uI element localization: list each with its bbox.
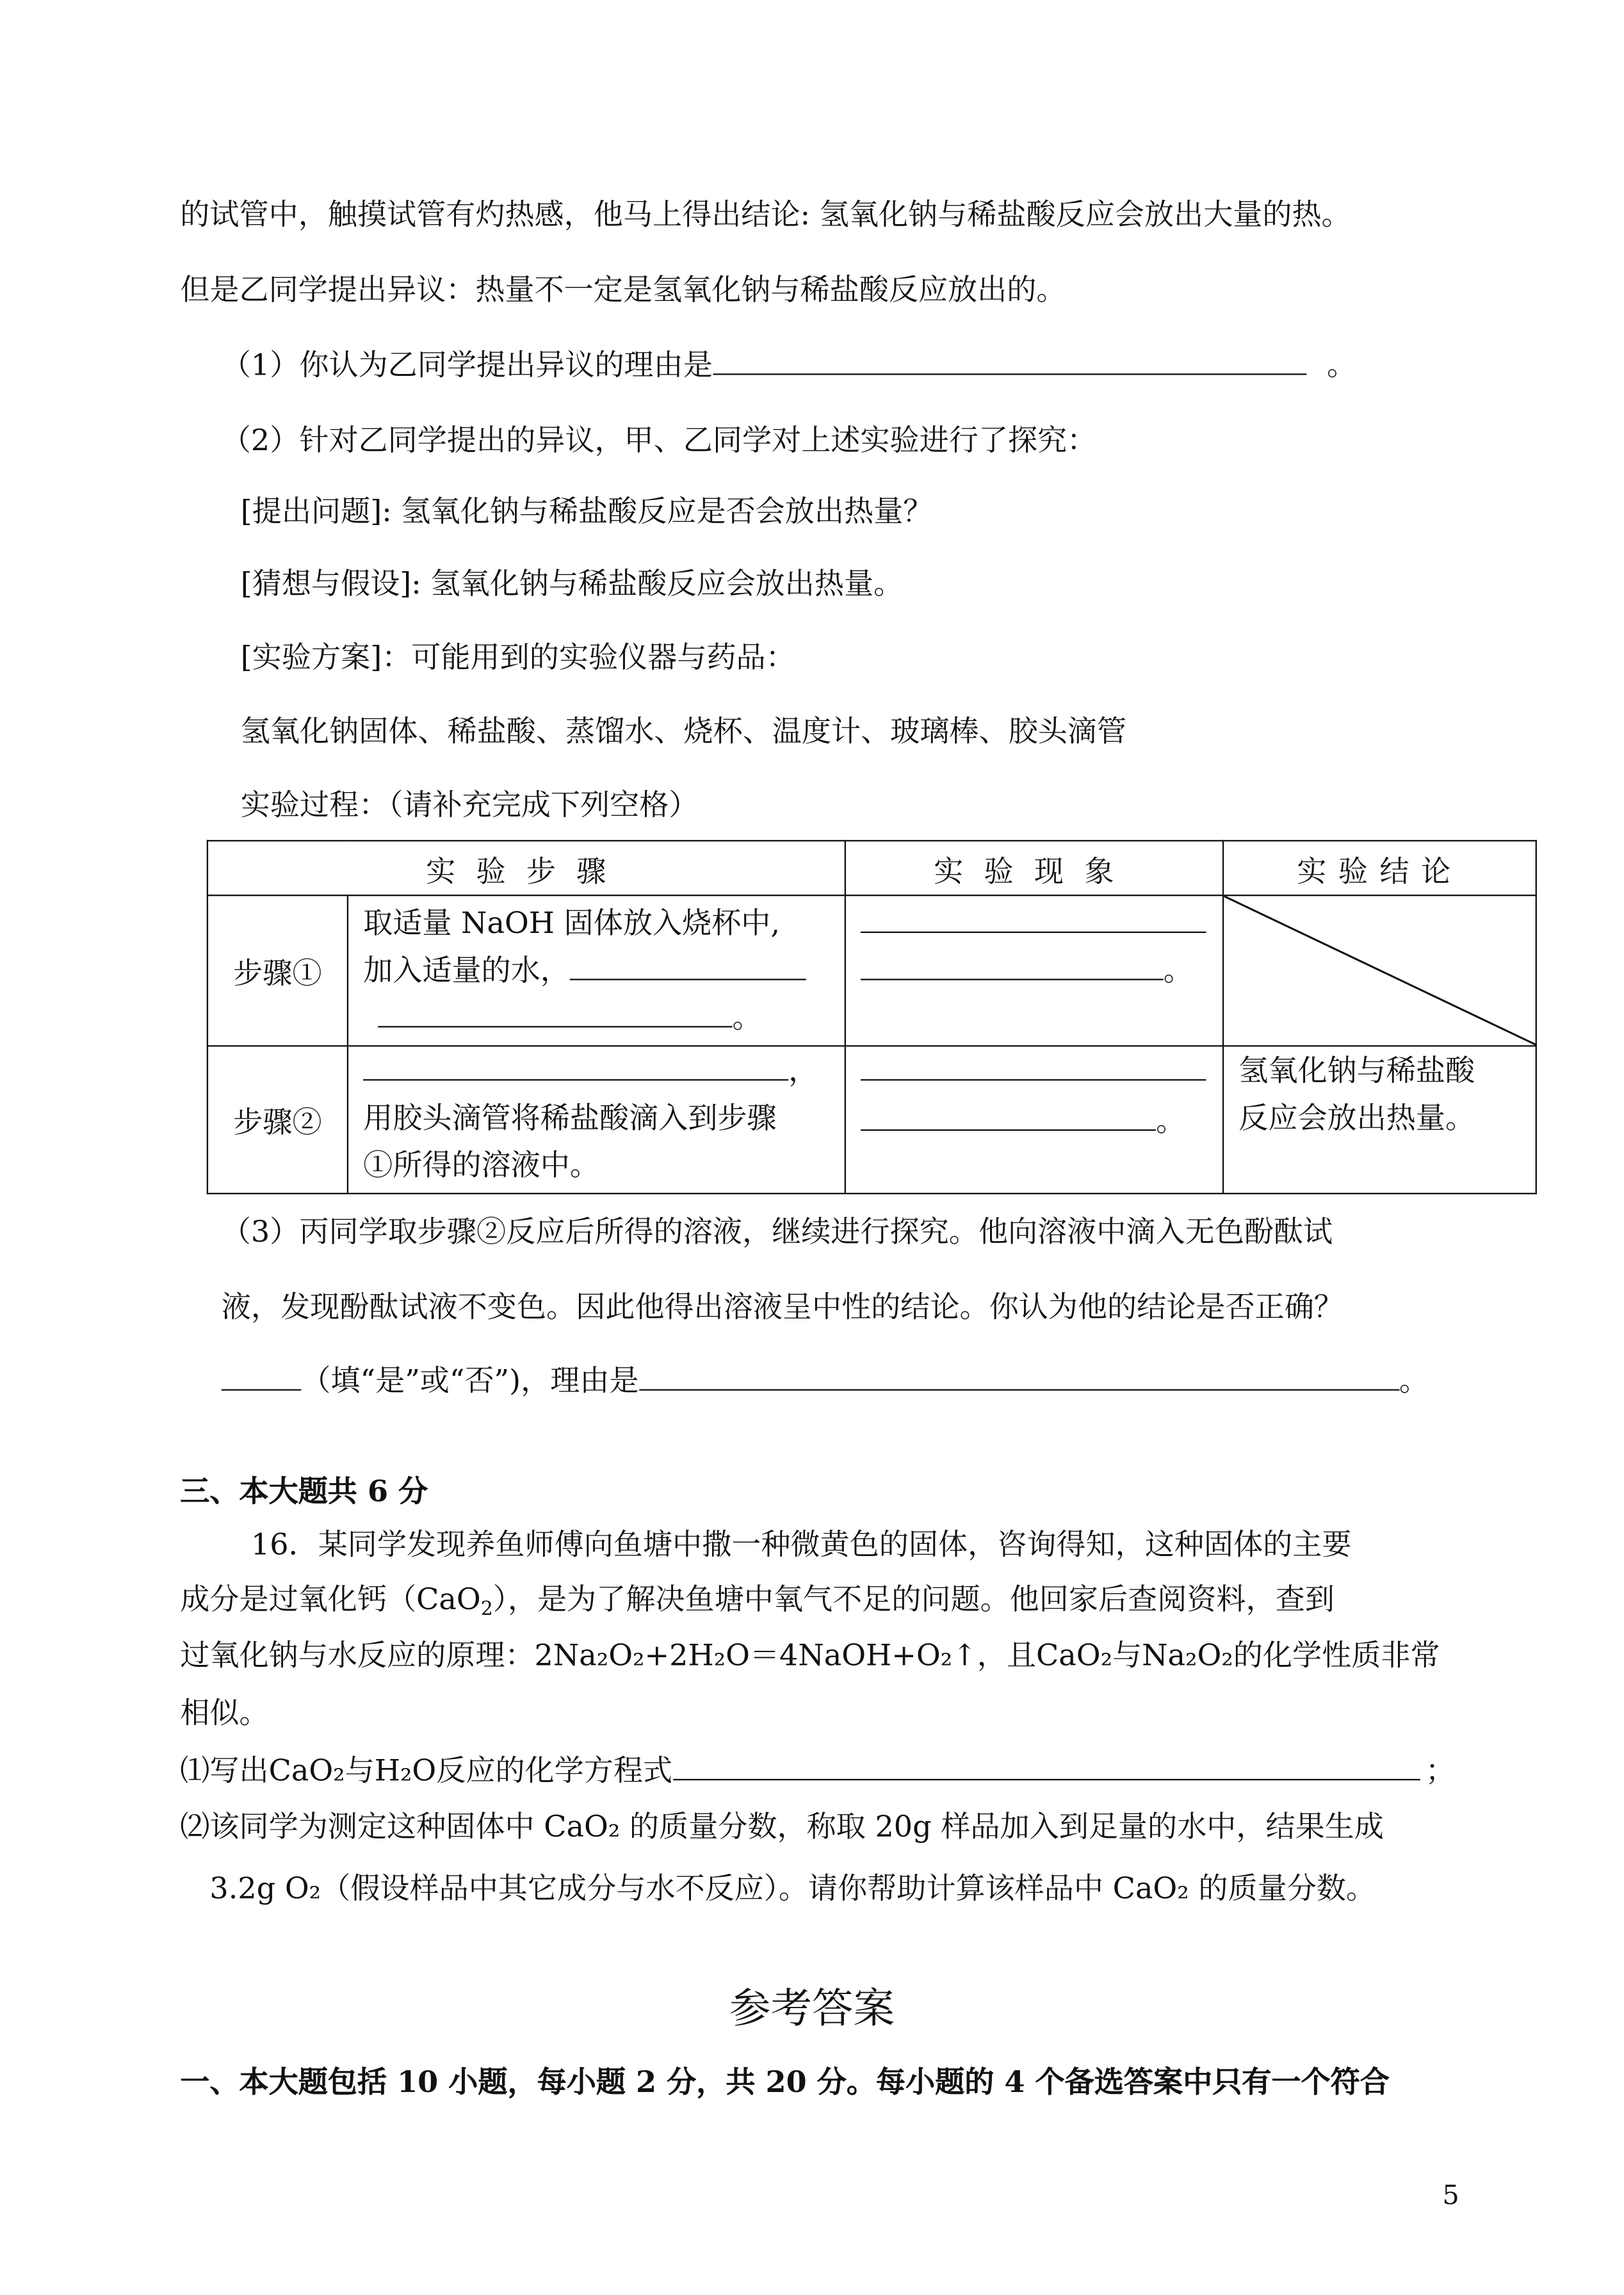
question-1-end: 。 [1326,346,1357,383]
q16-sub-1: ⑴写出CaO₂与H₂O反应的化学方程式 ； [180,1749,1455,1791]
experiment-process: 实验过程：（请补充完成下列空格） [240,786,699,823]
header-steps: 实验步骤 [207,841,845,895]
q16-sub-2-line-2: 3.2g O₂（假设样品中其它成分与水不反应）。请你帮助计算该样品中 CaO₂ 的质量分数。 [209,1870,1376,1906]
step-2-line-2: 用胶头滴管将稀盐酸滴入到步骤 [363,1099,777,1135]
q16-sub-2-line-1: ⑵该同学为测定这种固体中 CaO₂ 的质量分数，称取 20g 样品加入到足量的水中，结果生成 [180,1808,1384,1844]
question-3-line-3: （填“是”或“否”)，理由是 。 [222,1359,1429,1401]
step-1-line-2: 加入适量的水， [363,949,806,991]
step-2-procedure: ， 用胶头滴管将稀盐酸滴入到步骤 ①所得的溶液中。 [348,1046,845,1194]
answer-key-title: 参考答案 [729,1984,895,2033]
conclusion-line-1: 氢氧化钠与稀盐酸 [1238,1052,1475,1089]
step-1-label: 步骤① [207,895,348,1046]
page-number: 5 [1442,2180,1459,2212]
question-3-line-1: （3）丙同学取步骤②反应后所得的溶液，继续进行探究。他向溶液中滴入无色酚酞试 [221,1213,1333,1249]
answer-blank-phenomenon2-a[interactable] [861,1050,1206,1080]
answer-blank-step1-b[interactable] [378,996,732,1027]
answer-blank-reason[interactable] [639,1359,1399,1390]
q16-line-3: 过氧化钠与水反应的原理：2Na₂O₂+2H₂O＝4NaOH+O₂↑，且CaO₂与Na₂O₂的化学性质非常 [180,1637,1440,1673]
answer-blank-q1[interactable] [713,344,1306,375]
intro-line-1: 的试管中，触摸试管有灼热感，他马上得出结论: 氢氧化钠与稀盐酸反应会放出大量的热。 [180,196,1351,232]
question-1-text: （1）你认为乙同学提出异议的理由是 [221,346,713,383]
answer-blank-phenomenon1-b[interactable] [861,949,1164,980]
materials-list: 氢氧化钠固体、稀盐酸、蒸馏水、烧杯、温度计、玻璃棒、胶头滴管 [240,713,1127,749]
diagonal-strike [1224,896,1537,1045]
question-2: （2）针对乙同学提出的异议，甲、乙同学对上述实验进行了探究： [221,422,1097,458]
problem-statement: [提出问题]: 氢氧化钠与稀盐酸反应是否会放出热量？ [240,493,933,529]
question-1 [222,344,1356,385]
step-1-conclusion-empty [1223,895,1536,1046]
answer-blank-phenomenon1-a[interactable] [861,902,1206,933]
answer-section-1: 一、本大题包括 10 小题，每小题 2 分，共 20 分。每小题的 4 个备选答案中只有一个符合 [180,2063,1390,2100]
conclusion-line-2: 反应会放出热量。 [1238,1099,1475,1135]
step-1-line-1: 取适量 NaOH 固体放入烧杯中, [363,905,781,941]
question-3-line-2: 液，发现酚酞试液不变色。因此他得出溶液呈中性的结论。你认为他的结论是否正确？ [221,1288,1344,1324]
answer-blank-phenomenon2-b[interactable] [861,1100,1156,1131]
step-1-phenomenon: 。 [845,895,1223,1046]
answer-blank-step2[interactable] [363,1050,788,1080]
intro-line-2: 但是乙同学提出异议：热量不一定是氢氧化钠与稀盐酸反应放出的。 [180,272,1066,307]
step-2-line-3: ①所得的溶液中。 [363,1147,599,1183]
answer-blank-yes-no[interactable] [222,1359,301,1390]
experiment-plan: [实验方案]：可能用到的实验仪器与药品： [240,639,795,675]
step-2-label: 步骤② [207,1046,348,1194]
q16-line-4: 相似。 [180,1694,269,1730]
q16-line-1: 16．某同学发现养鱼师傅向鱼塘中撒一种微黄色的固体，咨询得知，这种固体的主要 [250,1526,1352,1562]
q16-line-2: 成分是过氧化钙（CaO$_2$），是为了解决鱼塘中氧气不足的问题。他回家后查阅资料，查到 [180,1581,1335,1621]
step-2-phenomenon: 。 [845,1046,1223,1194]
step-1-line-3: 。 [378,996,761,1038]
hypothesis: [猜想与假设]: 氢氧化钠与稀盐酸反应会放出热量。 [240,565,904,601]
experiment-table [207,840,1537,1194]
header-conclusion: 实验结论 [1223,841,1536,895]
section-3-heading: 三、本大题共 6 分 [180,1473,428,1509]
step-1-procedure [348,895,845,1046]
answer-blank-step1-a[interactable] [570,949,806,980]
header-phenomena: 实验现象 [845,841,1223,895]
answer-blank-equation[interactable] [672,1749,1420,1780]
step-2-conclusion [1223,1046,1536,1194]
